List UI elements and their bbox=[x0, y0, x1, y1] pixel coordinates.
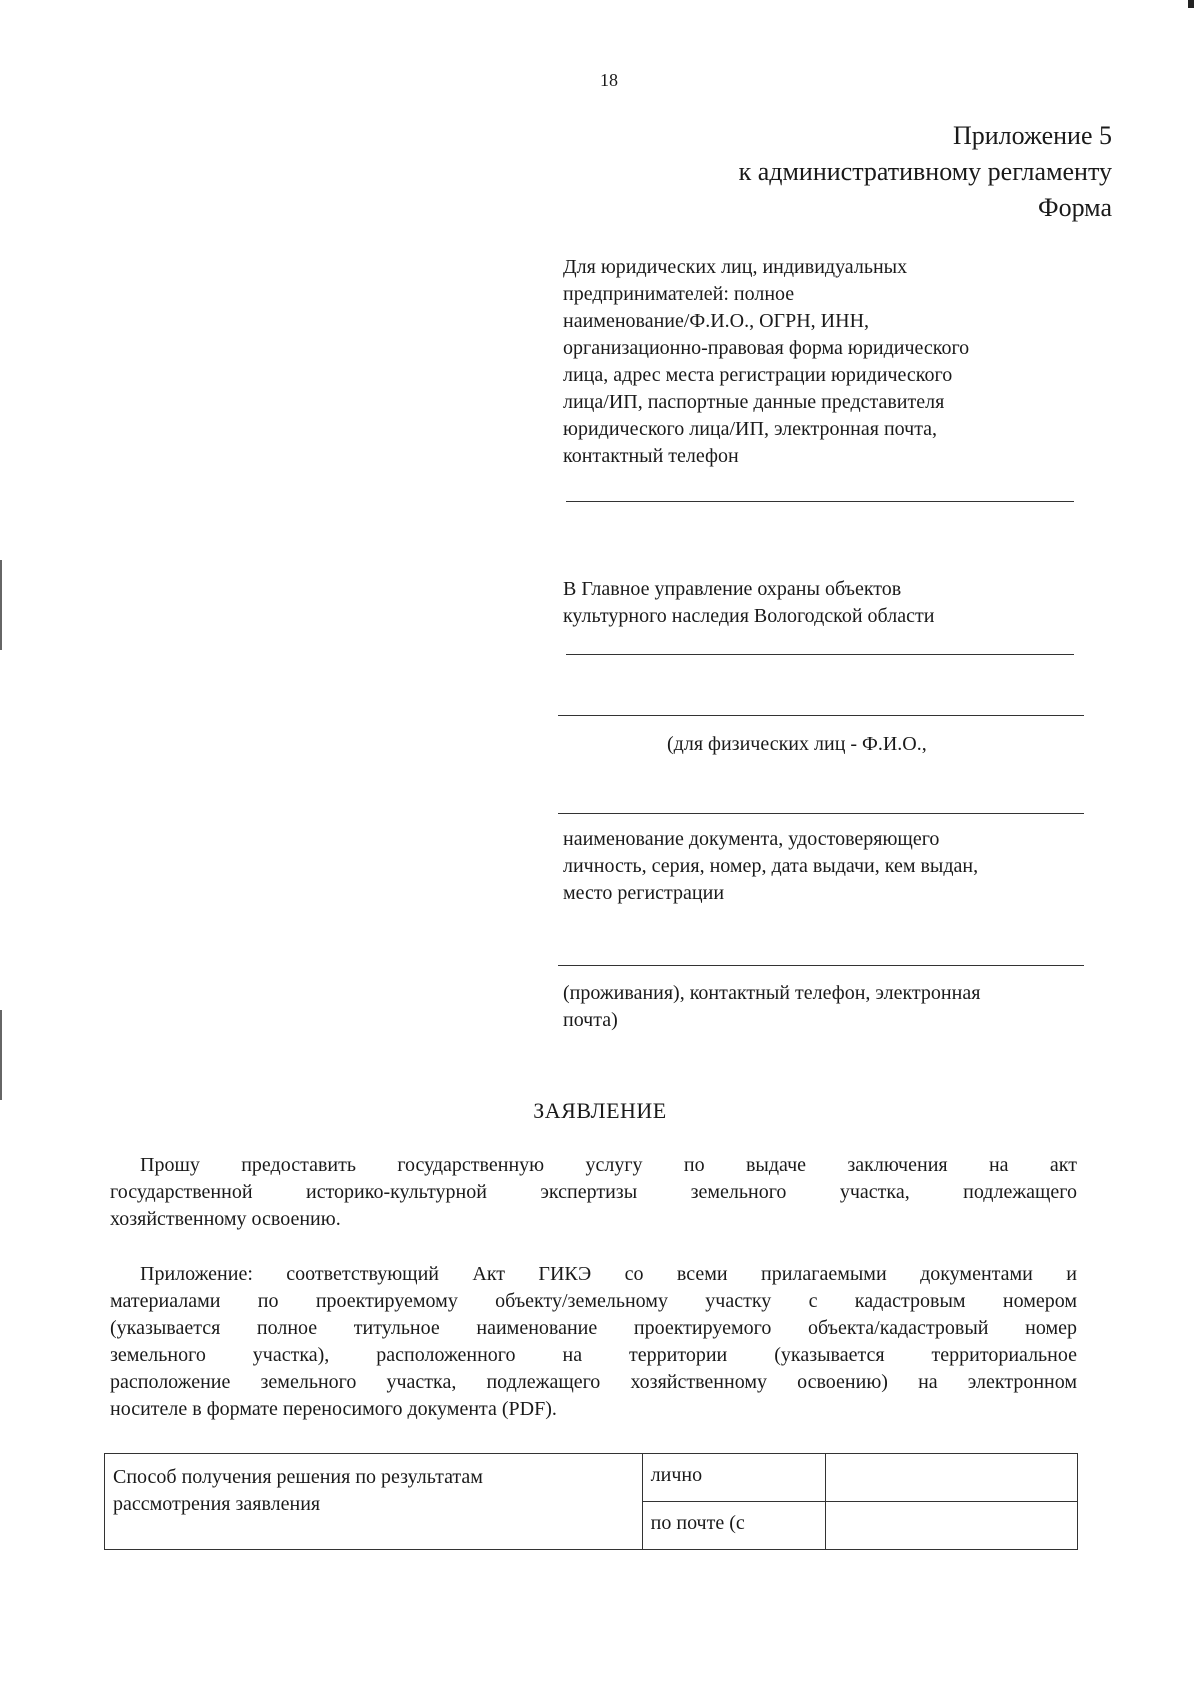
table-row bbox=[105, 1454, 1078, 1502]
appendix-number: Приложение 5 bbox=[952, 121, 1112, 150]
appendix-header bbox=[739, 118, 1112, 226]
text-line: лица/ИП, паспортные данные представителя bbox=[563, 391, 945, 413]
option-by-mail-mark-cell[interactable] bbox=[826, 1502, 1078, 1550]
residence-caption bbox=[563, 980, 1073, 1034]
scan-edge-mark bbox=[0, 1010, 2, 1100]
text-line: носителе в формате переносимого документа (PDF). bbox=[110, 1398, 557, 1420]
text-line: наименование/Ф.И.О., ОГРН, ИНН, bbox=[563, 310, 870, 332]
identity-document-caption bbox=[563, 826, 1073, 907]
text-line: культурного наследия Вологодской области bbox=[563, 605, 935, 627]
text-line: юридического лица/ИП, электронная почта, bbox=[563, 418, 938, 440]
text-line: место регистрации bbox=[563, 882, 725, 904]
text-line: Способ получения решения по результатам bbox=[113, 1466, 483, 1488]
scan-edge-mark bbox=[0, 560, 2, 650]
identity-fill-line[interactable] bbox=[558, 813, 1084, 814]
legal-entity-fill-line[interactable] bbox=[566, 501, 1074, 502]
text-line: Прошу предоставить государственную услугу по выдаче заключения на акт bbox=[140, 1154, 1077, 1176]
individual-name-fill-line[interactable] bbox=[558, 715, 1084, 716]
text-line: контактный телефон bbox=[563, 445, 739, 467]
scan-artifact bbox=[1188, 0, 1194, 8]
delivery-method-table bbox=[104, 1453, 1078, 1550]
text-line: рассмотрения заявления bbox=[113, 1493, 321, 1515]
individuals-caption: (для физических лиц - Ф.И.О., bbox=[667, 733, 927, 755]
text-line: Приложение: соответствующий Акт ГИКЭ со всеми прилагаемыми документами и bbox=[140, 1263, 1077, 1285]
form-label: Форма bbox=[1038, 193, 1112, 222]
residence-fill-line[interactable] bbox=[558, 965, 1084, 966]
text-line: организационно-правовая форма юридического bbox=[563, 337, 970, 359]
text-line: предпринимателей: полное bbox=[563, 283, 795, 305]
text-line: материалами по проектируемому объекту/земельному участку с кадастровым номером bbox=[110, 1290, 1077, 1312]
delivery-method-label bbox=[105, 1454, 643, 1550]
request-paragraph bbox=[110, 1152, 1077, 1233]
attachment-paragraph bbox=[110, 1261, 1077, 1423]
option-by-mail-label: по почте (с bbox=[642, 1502, 825, 1550]
text-line: (указывается полное титульное наименование проектируемого объекта/кадастровый номер bbox=[110, 1317, 1077, 1339]
text-line: Для юридических лиц, индивидуальных bbox=[563, 256, 908, 278]
recipient-fill-line[interactable] bbox=[566, 654, 1074, 655]
recipient-address bbox=[563, 576, 1073, 630]
text-line: земельного участка), расположенного на территории (указывается территориальное bbox=[110, 1344, 1077, 1366]
text-line: личность, серия, номер, дата выдачи, кем выдан, bbox=[563, 855, 979, 877]
option-in-person-label: лично bbox=[642, 1454, 825, 1502]
text-line: хозяйственному освоению. bbox=[110, 1208, 341, 1230]
text-line: почта) bbox=[563, 1009, 618, 1031]
text-line: (проживания), контактный телефон, электронная bbox=[563, 982, 981, 1004]
text-line: наименование документа, удостоверяющего bbox=[563, 828, 940, 850]
document-title: ЗАЯВЛЕНИЕ bbox=[533, 1098, 667, 1123]
page-number: 18 bbox=[600, 70, 618, 90]
legal-entity-instructions bbox=[563, 254, 1073, 470]
text-line: расположение земельного участка, подлежащего хозяйственному освоению) на электронном bbox=[110, 1371, 1077, 1393]
appendix-reference: к административному регламенту bbox=[738, 157, 1112, 186]
text-line: В Главное управление охраны объектов bbox=[563, 578, 902, 600]
option-in-person-mark-cell[interactable] bbox=[826, 1454, 1078, 1502]
text-line: лица, адрес места регистрации юридического bbox=[563, 364, 953, 386]
text-line: государственной историко-культурной экспертизы земельного участка, подлежащего bbox=[110, 1181, 1077, 1203]
